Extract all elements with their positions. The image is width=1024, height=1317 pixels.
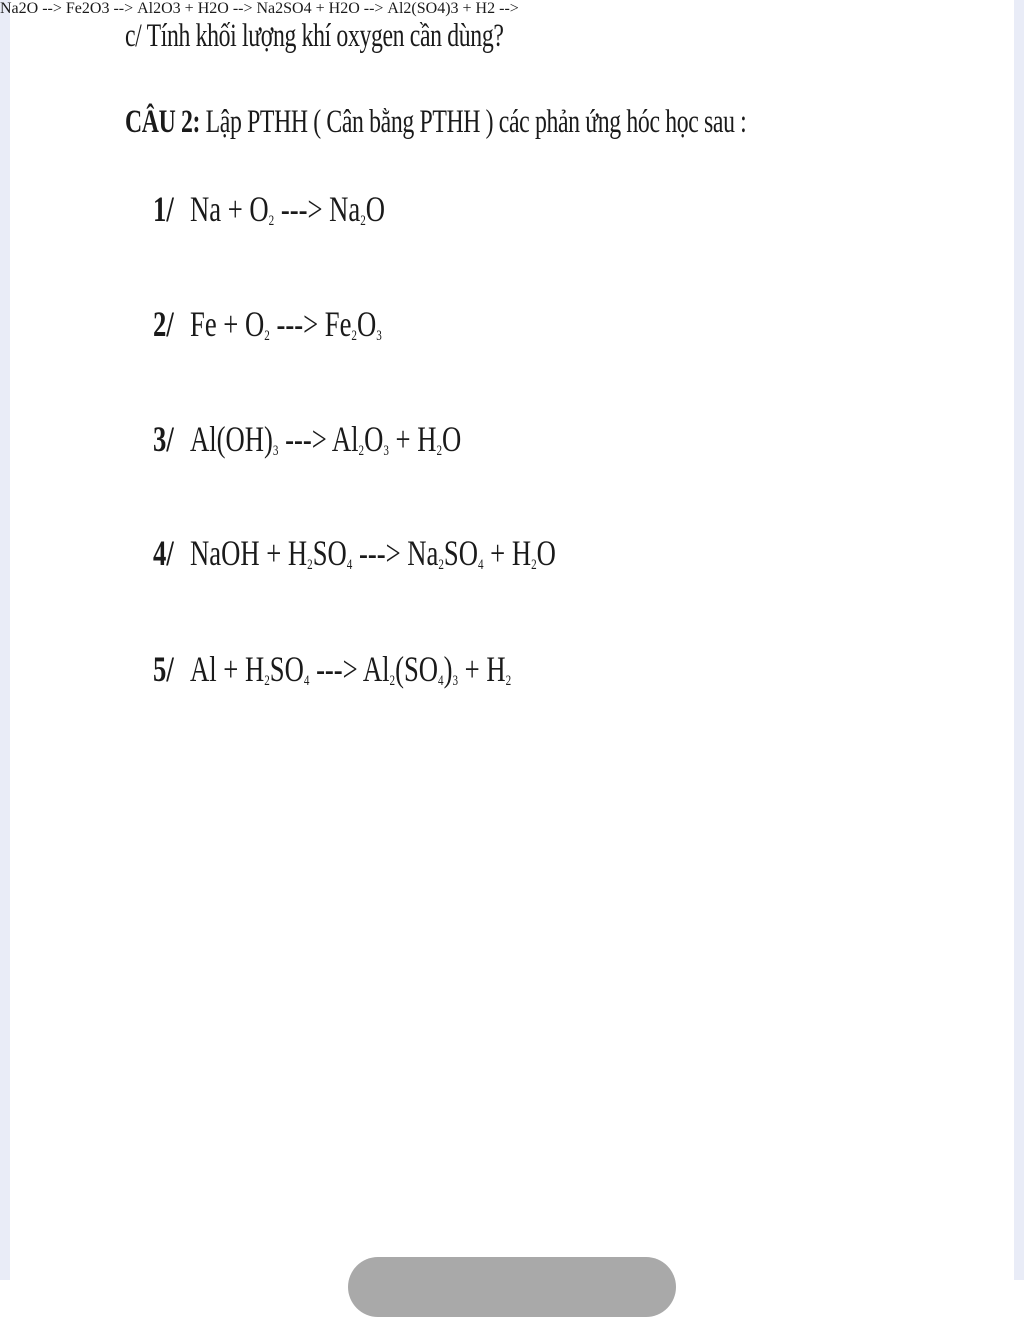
subscript: 3 xyxy=(272,443,279,459)
subscript: 2 xyxy=(351,328,357,344)
equation-term: SO xyxy=(443,533,478,573)
question-2 xyxy=(125,104,746,141)
equation-term: H xyxy=(486,649,506,689)
subscript: 2 xyxy=(436,443,443,459)
equation-term: H xyxy=(245,649,265,689)
subscript: 2 xyxy=(264,673,270,689)
equation-term: + xyxy=(457,649,487,689)
equation-term: Al xyxy=(362,649,390,689)
equation-term: O xyxy=(356,304,377,344)
subscript: 2 xyxy=(360,213,366,229)
equation-term: Fe + xyxy=(190,304,246,344)
equation-5 xyxy=(153,648,511,690)
equation-term: NaOH + H xyxy=(190,533,308,573)
equation-term: SO xyxy=(312,533,347,573)
equation-term: O xyxy=(536,533,556,573)
equation-number: 4/ xyxy=(153,533,174,573)
subscript: 2 xyxy=(505,673,512,689)
equation-term: O xyxy=(245,304,265,344)
equation-3 xyxy=(153,418,461,460)
subscript: 2 xyxy=(531,557,537,573)
subscript: 2 xyxy=(438,557,444,573)
equation-term: Na xyxy=(407,533,439,573)
reaction-arrow: ---> xyxy=(269,304,325,344)
subscript: 2 xyxy=(358,443,365,459)
question-2-label: CÂU 2: xyxy=(125,104,201,140)
equation-term: SO xyxy=(269,649,304,689)
equation-term: Al xyxy=(331,419,359,459)
subscript: 4 xyxy=(303,673,310,689)
equation-4 xyxy=(153,532,556,574)
reaction-arrow: ---> xyxy=(309,649,363,689)
subscript: 3 xyxy=(452,673,458,689)
question-2-text: Lập PTHH ( Cân bằng PTHH ) các phản ứng hóc học sau : xyxy=(200,104,747,140)
equation-term: H xyxy=(417,419,437,459)
question-c xyxy=(125,18,504,55)
equation-2 xyxy=(153,303,382,345)
equation-term: + xyxy=(483,533,512,573)
subscript: 3 xyxy=(383,443,389,459)
equation-number: 1/ xyxy=(153,189,174,229)
reaction-arrow: ---> xyxy=(274,189,330,229)
equation-term: O xyxy=(365,189,386,229)
equation-number: 5/ xyxy=(153,649,174,689)
equation-term: + xyxy=(388,419,418,459)
equation-1 xyxy=(153,188,385,230)
equation-number: 3/ xyxy=(153,419,174,459)
document-page: c/ Tính khối lượng khí oxygen cần dùng? CÂU 2: Lập PTHH ( Cân bằng PTHH ) các phản ứng hóc học sau : Na2O --> 1/ $Na + O_2$ ---> $Na_2O$ Fe2O3 --> 2/ $Fe + O_2$ ---> $Fe_2O_3$ Al2O3 + H2O --> 3/ $Al(OH)_3$ ---> $Al_2O_3 + H_2O$ Na2SO4 + H2O --> 4/ NaOH + $H_2SO_4$ ---> $Na_2SO_4 + H_2O$ Al2(SO4)3 + H2 --> 5/ $Al + H_2SO_4$ ---> $Al_2(SO_4)_3 + H_2$ xyxy=(0,0,747,689)
subscript: 4 xyxy=(438,673,444,689)
subscript: 2 xyxy=(307,557,313,573)
equation-term: ) xyxy=(443,649,453,689)
bottom-sheet-handle[interactable] xyxy=(348,1257,676,1317)
equation-term: H xyxy=(511,533,532,573)
subscript: 4 xyxy=(346,557,353,573)
equation-term: Na + xyxy=(190,189,250,229)
subscript: 2 xyxy=(389,673,396,689)
reaction-arrow: ---> xyxy=(278,419,332,459)
subscript: 3 xyxy=(376,328,382,344)
equation-term: Fe xyxy=(324,304,352,344)
question-c-text: c/ Tính khối lượng khí oxygen cần dùng? xyxy=(125,18,504,54)
equation-term: O xyxy=(442,419,462,459)
equation-number: 2/ xyxy=(153,304,174,344)
subscript: 2 xyxy=(264,328,270,344)
equation-term: O xyxy=(249,189,269,229)
equation-term: Al + xyxy=(190,649,246,689)
subscript: 2 xyxy=(268,213,275,229)
equation-term: O xyxy=(364,419,384,459)
reaction-arrow: ---> xyxy=(352,533,408,573)
subscript: 4 xyxy=(477,557,484,573)
equation-term: (SO xyxy=(395,649,439,689)
equation-term: Al(OH) xyxy=(190,419,273,459)
equation-term: Na xyxy=(329,189,361,229)
